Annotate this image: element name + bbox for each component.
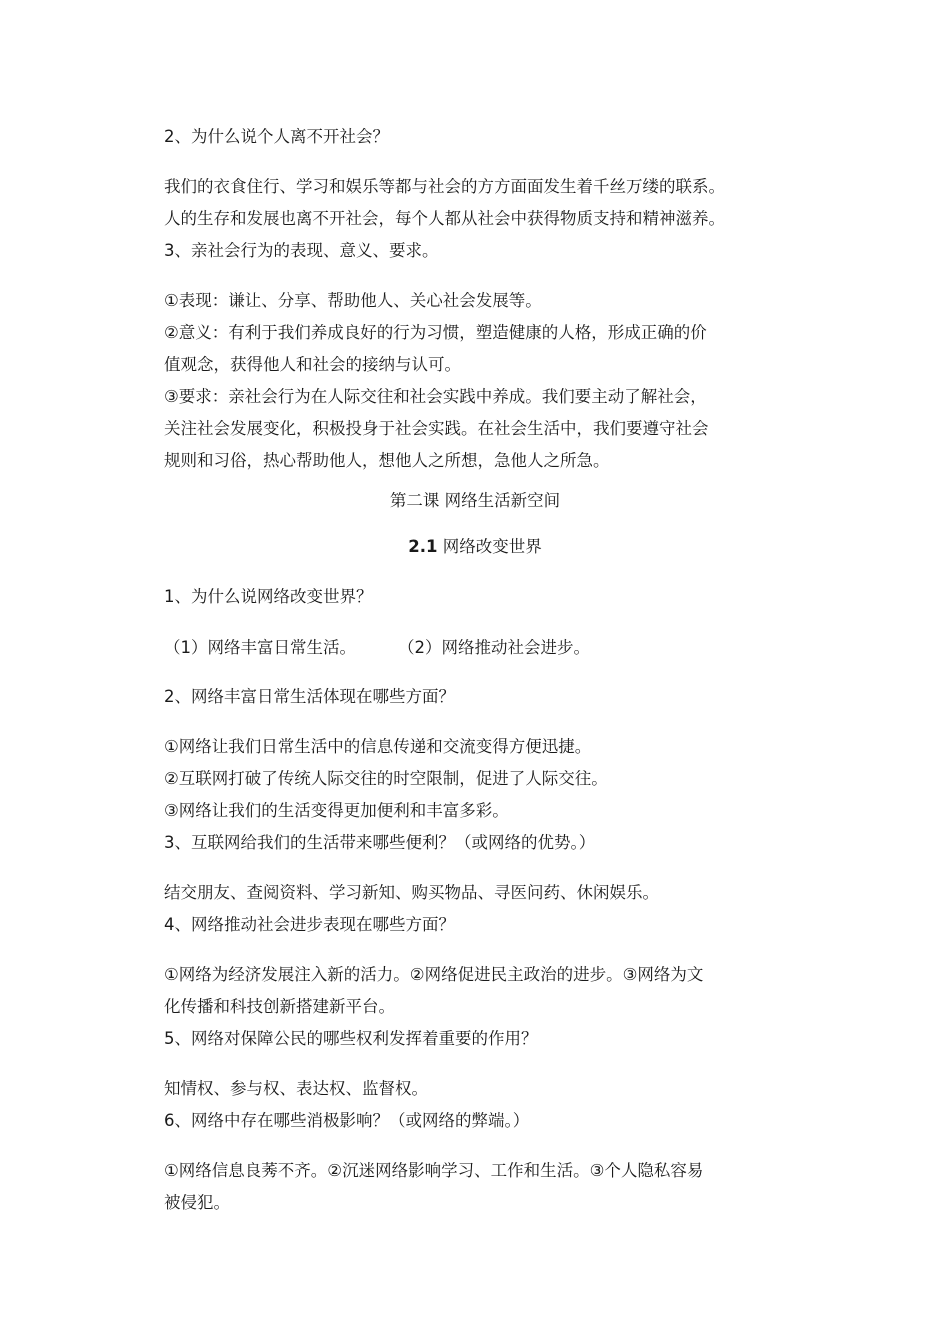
answer-3-line-4: ③要求：亲社会行为在人际交往和社会实践中养成。我们要主动了解社会， xyxy=(164,387,707,406)
question-3: 3、亲社会行为的表现、意义、要求。 xyxy=(164,241,439,260)
section-answer-2-line-1: ①网络让我们日常生活中的信息传递和交流变得方便迅捷。 xyxy=(164,737,592,756)
section-answer-1 xyxy=(164,637,804,659)
answer-3-line-1: ①表现：谦让、分享、帮助他人、关心社会发展等。 xyxy=(164,291,542,310)
answer-3-line-6: 规则和习俗，热心帮助他人，想他人之所想，急他人之所急。 xyxy=(164,451,610,470)
section-question-2: 2、网络丰富日常生活体现在哪些方面？ xyxy=(164,687,455,706)
answer-3-line-2: ②意义：有利于我们养成良好的行为习惯，塑造健康的人格，形成正确的价 xyxy=(164,323,707,342)
answer-1-right: （2）网络推动社会进步。 xyxy=(398,638,590,657)
section-question-3: 3、互联网给我们的生活带来哪些便利？（或网络的优势。） xyxy=(164,833,596,852)
section-answer-2-line-2: ②互联网打破了传统人际交往的时空限制，促进了人际交往。 xyxy=(164,769,608,788)
answer-2-line-1: 我们的衣食住行、学习和娱乐等都与社会的方方面面发生着千丝万缕的联系。 xyxy=(164,177,725,196)
answer-2-line-2: 人的生存和发展也离不开社会，每个人都从社会中获得物质支持和精神滋养。 xyxy=(164,209,725,228)
section-answer-3: 结交朋友、查阅资料、学习新知、购买物品、寻医问药、休闲娱乐。 xyxy=(164,883,659,902)
answer-3-line-5: 关注社会发展变化，积极投身于社会实践。在社会生活中，我们要遵守社会 xyxy=(164,419,709,438)
section-question-4: 4、网络推动社会进步表现在哪些方面？ xyxy=(164,915,455,934)
section-answer-5: 知情权、参与权、表达权、监督权。 xyxy=(164,1079,428,1098)
section-heading xyxy=(0,536,950,558)
section-answer-6-line-2: 被侵犯。 xyxy=(164,1193,230,1212)
section-question-5: 5、网络对保障公民的哪些权利发挥着重要的作用？ xyxy=(164,1029,538,1048)
section-answer-6-line-1: ①网络信息良莠不齐。②沉迷网络影响学习、工作和生活。③个人隐私容易 xyxy=(164,1161,704,1180)
section-answer-4-line-1: ①网络为经济发展注入新的活力。②网络促进民主政治的进步。③网络为文 xyxy=(164,965,704,984)
section-answer-2-line-3: ③网络让我们的生活变得更加便利和丰富多彩。 xyxy=(164,801,509,820)
question-2: 2、为什么说个人离不开社会？ xyxy=(164,127,389,146)
section-question-1: 1、为什么说网络改变世界？ xyxy=(164,587,373,606)
section-number: 2.1 xyxy=(408,537,438,556)
section-question-6: 6、网络中存在哪些消极影响？（或网络的弊端。） xyxy=(164,1111,530,1130)
section-title: 网络改变世界 xyxy=(442,537,542,556)
answer-1-left: （1）网络丰富日常生活。 xyxy=(164,638,356,657)
lesson-title: 第二课 网络生活新空间 xyxy=(389,491,561,510)
section-answer-4-line-2: 化传播和科技创新搭建新平台。 xyxy=(164,997,395,1016)
answer-3-line-3: 值观念，获得他人和社会的接纳与认可。 xyxy=(164,355,461,374)
